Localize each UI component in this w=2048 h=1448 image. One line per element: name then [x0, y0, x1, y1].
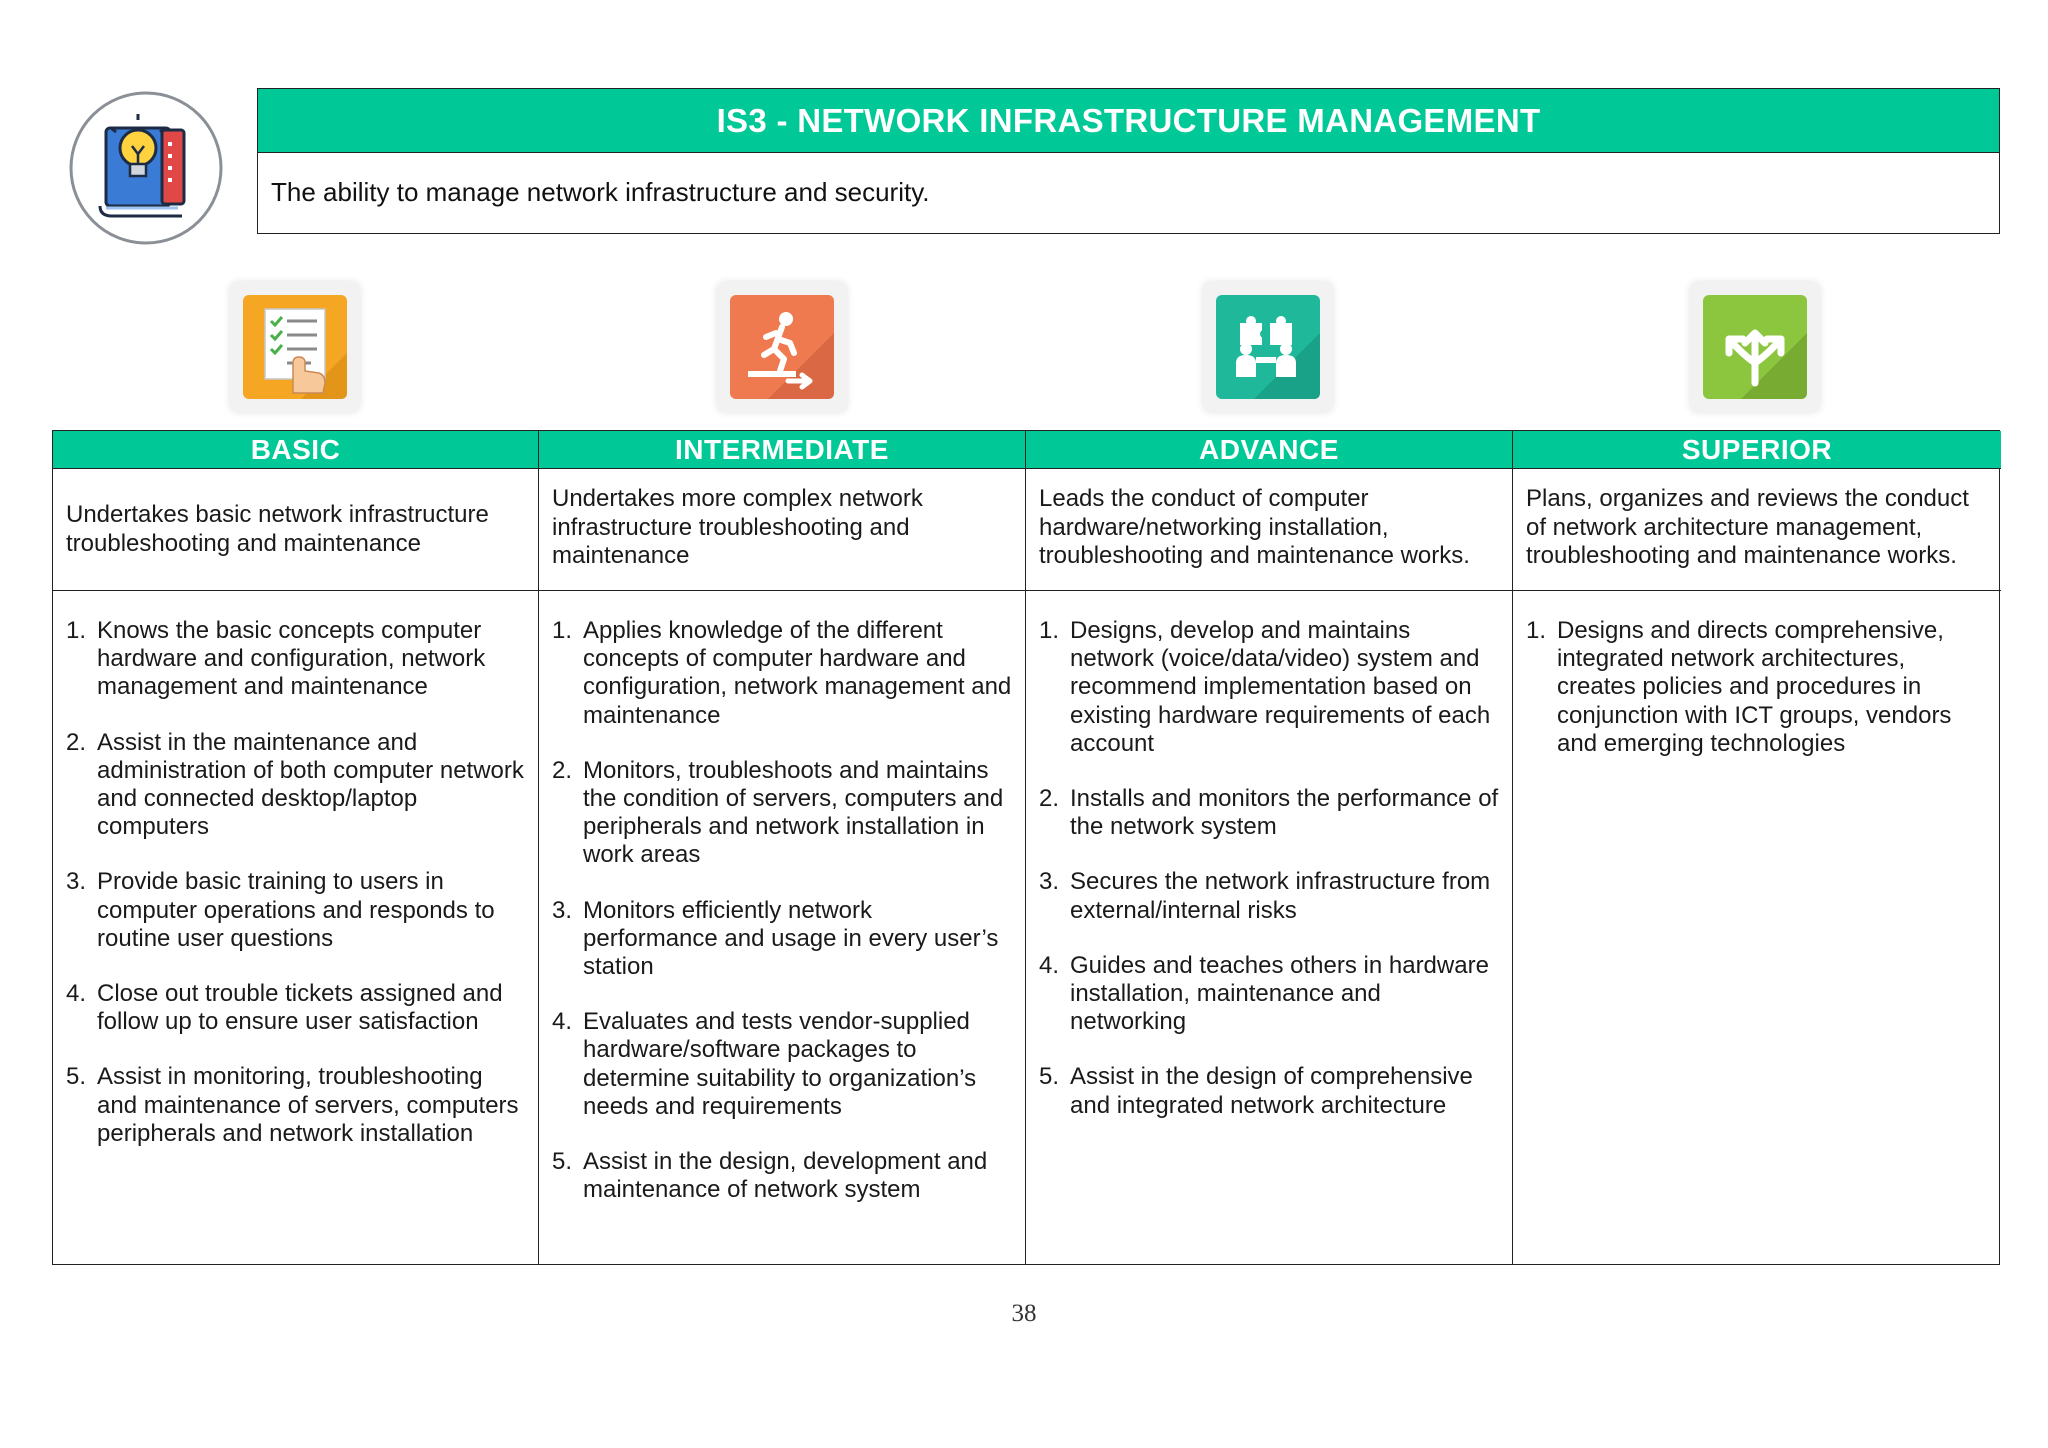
level-column-advance — [1026, 431, 1513, 1264]
level-summary-text: Undertakes basic network infrastructure troubleshooting and maintenance — [66, 501, 489, 557]
level-summary — [539, 469, 1025, 591]
item-number: 1. — [1039, 617, 1060, 644]
item-text: Assist in the maintenance and administration of both computer network and connected desktop/laptop computers — [97, 728, 524, 841]
indicator-list — [539, 591, 1025, 1204]
level-summary — [1026, 469, 1512, 591]
item-number: 2. — [66, 728, 87, 756]
level-header — [1026, 431, 1512, 469]
item-text: Provide basic training to users in computer operations and responds to routine user questions — [97, 868, 495, 952]
indicator-list — [53, 591, 538, 1148]
list-item — [1039, 1063, 1500, 1119]
competency-description: The ability to manage network infrastructure and security. — [271, 177, 930, 207]
item-text: Monitors efficiently network performance and usage in every user’s station — [583, 896, 999, 981]
title-bar — [258, 89, 1999, 153]
item-number: 5. — [552, 1148, 573, 1176]
indicator-list — [1513, 591, 2001, 758]
list-item — [1039, 868, 1500, 924]
item-number: 5. — [1039, 1063, 1060, 1091]
competency-header — [257, 88, 2000, 234]
page-number: 38 — [1011, 1300, 1037, 1327]
level-column-basic — [53, 431, 539, 1264]
item-number: 3. — [552, 896, 573, 924]
item-text: Assist in the design, development and maintenance of network system — [583, 1148, 988, 1204]
branching-arrows-icon — [1690, 282, 1820, 412]
level-header — [53, 431, 538, 469]
list-item — [552, 757, 1013, 870]
item-text: Guides and teaches others in hardware installation, maintenance and networking — [1070, 951, 1489, 1036]
level-summary-text: Undertakes more complex network infrastructure troubleshooting and maintenance — [552, 485, 923, 569]
page-title: IS3 - NETWORK INFRASTRUCTURE MANAGEMENT — [716, 101, 1541, 139]
item-number: 3. — [1039, 868, 1060, 896]
level-summary — [53, 469, 538, 591]
item-number: 1. — [66, 617, 87, 644]
lightbulb-book-icon — [66, 90, 226, 246]
list-item — [552, 1008, 1013, 1121]
level-header — [1513, 431, 2001, 469]
list-item — [552, 617, 1013, 730]
level-header — [539, 431, 1025, 469]
item-text: Secures the network infrastructure from external/internal risks — [1070, 868, 1491, 924]
item-text: Close out trouble tickets assigned and follow up to ensure user satisfaction — [97, 980, 503, 1036]
list-item — [1039, 952, 1500, 1037]
item-number: 4. — [552, 1008, 573, 1036]
item-text: Knows the basic concepts computer hardware and configuration, network management and maintenance — [97, 617, 486, 701]
item-text: Applies knowledge of the different concepts of computer hardware and configuration, network management and maintenance — [583, 617, 1012, 729]
list-item — [66, 868, 526, 953]
list-item — [552, 1148, 1013, 1204]
list-item — [66, 729, 526, 842]
list-item — [1526, 617, 1989, 758]
list-item — [66, 1063, 526, 1148]
item-number: 1. — [1526, 617, 1547, 644]
item-number: 4. — [1039, 951, 1060, 979]
list-item — [1039, 617, 1500, 758]
item-number: 4. — [66, 980, 87, 1008]
level-label: SUPERIOR — [1681, 433, 1833, 465]
item-number: 3. — [66, 868, 87, 896]
list-item — [552, 897, 1013, 982]
level-column-superior — [1513, 431, 2001, 1264]
item-number: 2. — [1039, 785, 1060, 813]
level-column-intermediate — [539, 431, 1026, 1264]
list-item — [66, 980, 526, 1036]
item-text: Installs and monitors the performance of the network system — [1070, 785, 1499, 841]
running-person-icon — [717, 282, 847, 412]
level-label: BASIC — [250, 433, 341, 465]
puzzle-people-icon — [1203, 282, 1333, 412]
competency-levels-table — [52, 430, 2000, 1265]
item-number: 5. — [66, 1063, 87, 1091]
level-label: ADVANCE — [1199, 433, 1339, 465]
item-text: Assist in the design of comprehensive and integrated network architecture — [1070, 1063, 1473, 1119]
item-text: Designs and directs comprehensive, integrated network architectures, creates policies and procedures in conjunction with ICT groups, vendors and emerging technologies — [1557, 617, 1952, 757]
level-summary — [1513, 469, 2001, 591]
item-text: Assist in monitoring, troubleshooting and maintenance of servers, computers peripherals and network installation — [97, 1063, 519, 1147]
checklist-hand-icon — [230, 282, 360, 412]
level-summary-text: Leads the conduct of computer hardware/networking installation, troubleshooting and maintenance works. — [1039, 485, 1470, 569]
item-text: Designs, develop and maintains network (voice/data/video) system and recommend implementation based on existing hardware requirements of each account — [1070, 617, 1491, 757]
indicator-list — [1026, 591, 1512, 1120]
level-summary-text: Plans, organizes and reviews the conduct of network architecture management, troubleshooting and maintenance works. — [1526, 485, 1969, 569]
item-number: 2. — [552, 756, 573, 784]
list-item — [66, 617, 526, 702]
item-text: Monitors, troubleshoots and maintains the condition of servers, computers and peripherals and network installation in work areas — [583, 756, 1004, 869]
list-item — [1039, 785, 1500, 841]
item-number: 1. — [552, 617, 573, 644]
item-text: Evaluates and tests vendor-supplied hardware/software packages to determine suitability to organization’s needs and requirements — [583, 1008, 977, 1120]
level-label: INTERMEDIATE — [675, 433, 889, 465]
